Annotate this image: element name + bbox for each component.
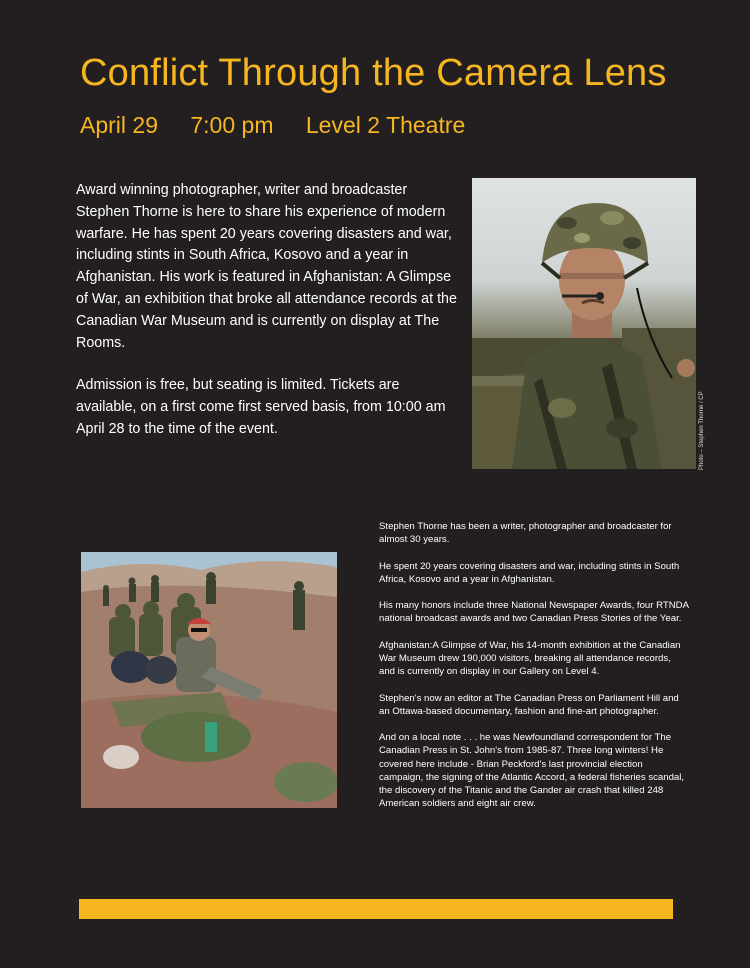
intro-text	[76, 180, 461, 462]
bio-paragraph: His many honors include three National Newspaper Awards, four RTNDA national broadcast awards and two Canadian Press Stories of the Year.	[379, 600, 689, 625]
bio-text	[379, 520, 689, 824]
soldier-portrait-illustration	[472, 178, 696, 469]
photo-credit: Photo – Stephen Thorne / CP	[699, 391, 705, 470]
bio-paragraph: Afghanistan:A Glimpse of War, his 14-month exhibition at the Canadian War Museum drew 190,000 visitors, breaking all attendance records, and is currently on display in our Gallery on Level 4.	[379, 639, 681, 678]
event-venue: Level 2 Theatre	[305, 112, 466, 138]
event-date: April 29	[80, 112, 158, 138]
soldiers-resting-photo	[81, 552, 337, 808]
bio-paragraph: Stephen Thorne has been a writer, photographer and broadcaster for almost 30 years.	[379, 521, 672, 546]
soldier-portrait-photo	[472, 178, 696, 469]
footer-accent-bar	[79, 899, 673, 919]
admission-paragraph: Admission is free, but seating is limited. Tickets are available, on a first come first served basis, from 10:00 am April 28 to the time of the event.	[76, 377, 446, 437]
event-time: 7:00 pm	[190, 112, 274, 138]
page-title: Conflict Through the Camera Lens	[80, 52, 667, 94]
intro-paragraph: Award winning photographer, writer and broadcaster Stephen Thorne is here to share his experience of modern warfare. He has spent 20 years covering disasters and war, including stints in South Africa, Kosovo and a year in Afghanistan. His work is featured in Afghanistan: A Glimpse of War, an exhibition that broke all attendance records at the Canadian War Museum and is currently on display at The Rooms.	[76, 182, 457, 351]
bio-paragraph: He spent 20 years covering disasters and war, including stints in South Africa, Kosovo and a year in Afghanistan.	[379, 560, 680, 585]
event-details	[80, 112, 491, 139]
bio-paragraph: Stephen's now an editor at The Canadian Press on Parliament Hill and an Ottawa-based documentary, fashion and fine-art photographer.	[379, 692, 679, 717]
bio-paragraph: And on a local note . . . he was Newfoundland correspondent for The Canadian Press in St. John's from 1985-87. Three long winters! He covered here include - Brian Peckford's last provincial election campaign, the signing of the Atlantic Accord, a federal fisheries scandal, the discovery of the Titanic and the Gander air crash that killed 248 American soldiers and eight air crew.	[379, 732, 685, 810]
soldiers-resting-illustration	[81, 552, 337, 808]
